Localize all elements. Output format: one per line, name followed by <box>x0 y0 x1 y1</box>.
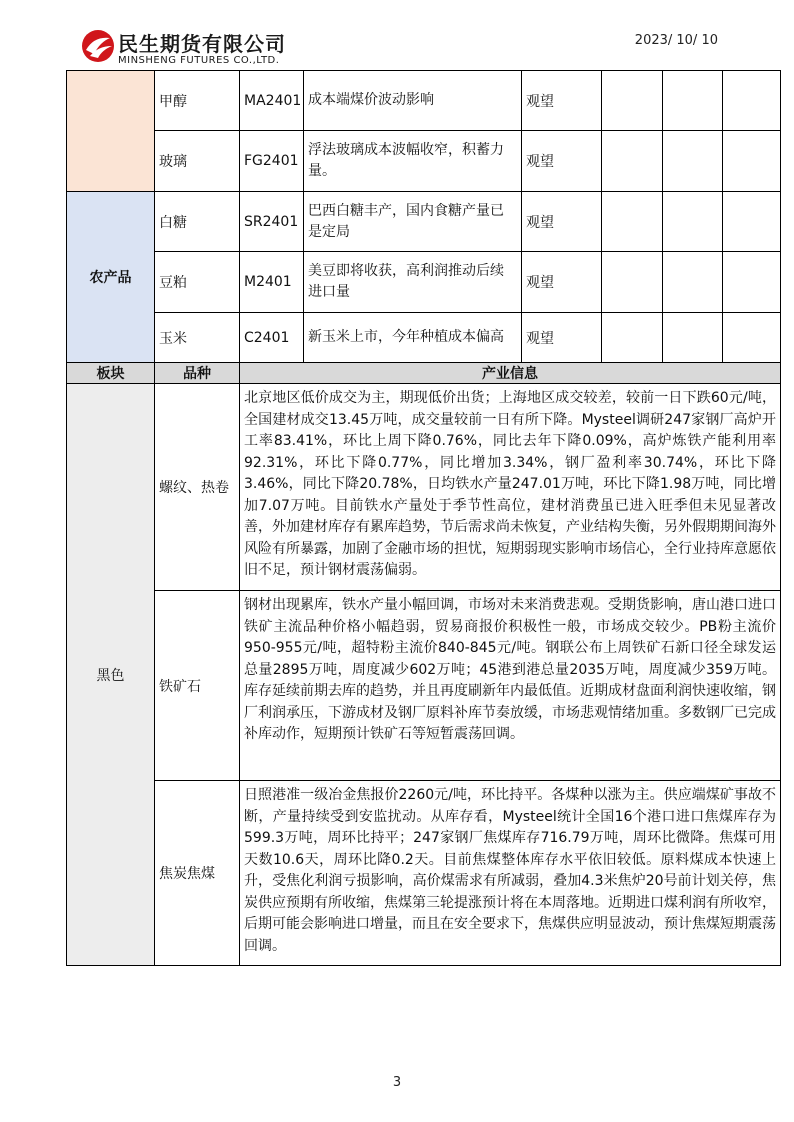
variety-name: 甲醇 <box>155 71 240 131</box>
table-row <box>67 781 781 966</box>
logo-english-name: MINSHENG FUTURES CO.,LTD. <box>118 55 280 66</box>
contract-code: C2401 <box>240 313 304 363</box>
contract-code: FG2401 <box>240 131 304 192</box>
empty-cell <box>723 313 781 363</box>
variety-name: 玉米 <box>155 313 240 363</box>
info-header-row <box>67 363 781 384</box>
sector-cell-energy <box>67 71 155 192</box>
empty-cell <box>663 252 723 313</box>
futures-table <box>66 70 781 966</box>
industry-info: 北京地区低价成交为主，期现低价出货；上海地区成交较差，较前一日下跌60元/吨，全国建材成交13.45万吨，成交量较前一日有所下降。Mysteel调研247家钢厂高炉开工率83.41%，环比上周下降0.76%，同比去年下降0.09%，高炉炼铁产能利用率92.31%，环比下降0.77%，同比增加3.34%，钢厂盈利率30.74%，环比下降3.46%，同比下降20.78%，日均铁水产量247.01万吨，环比下降1.98万吨，同比增加7.07万吨。目前铁水产量处于季节性高位，建材消费虽已进入旺季但未见显著改善，外加建材库存有累库趋势，节后需求尚未恢复，产业结构失衡，另外假期期间海外风险有所暴露，加剧了金融市场的担忧，短期弱现实影响市场信心，全行业持库意愿依旧不足，预计钢材震荡偏弱。 <box>240 384 781 591</box>
view-text: 观望 <box>522 71 602 131</box>
reason-text: 浮法玻璃成本波幅收窄，积蓄力量。 <box>304 131 522 192</box>
contract-code: MA2401 <box>240 71 304 131</box>
variety-name: 白糖 <box>155 192 240 252</box>
table-row <box>67 313 781 363</box>
table-row <box>67 192 781 252</box>
view-text: 观望 <box>522 192 602 252</box>
table-row <box>67 71 781 131</box>
sector-cell-agri: 农产品 <box>67 192 155 363</box>
industry-info: 日照港准一级冶金焦报价2260元/吨，环比持平。各煤种以涨为主。供应端煤矿事故不断，产量持续受到安监扰动。从库存看，Mysteel统计全国16个港口进口焦煤库存为599.3万吨，周环比持平；247家钢厂焦煤库存716.79万吨，周环比微降。焦煤可用天数10.6天，周环比降0.2天。目前焦煤整体库存水平依旧较低。原料煤成本快速上升，受焦化利润亏损影响，高价煤需求有所减弱，叠加4.3米焦炉20号前计划关停，焦炭供应预期有所收缩，焦煤第三轮提涨预计将在本周落地。近期进口煤利润有所收窄，后期可能会影响进口增量，而且在安全要求下，焦煤供应明显波动，预计焦煤短期震荡回调。 <box>240 781 781 966</box>
contract-code: SR2401 <box>240 192 304 252</box>
variety-name: 螺纹、热卷 <box>155 384 240 591</box>
header-info: 产业信息 <box>240 363 781 384</box>
empty-cell <box>602 192 663 252</box>
empty-cell <box>602 313 663 363</box>
empty-cell <box>602 71 663 131</box>
empty-cell <box>723 252 781 313</box>
table-row <box>67 384 781 591</box>
empty-cell <box>663 71 723 131</box>
sector-cell-black: 黑色 <box>67 384 155 966</box>
header-variety: 品种 <box>155 363 240 384</box>
table-row <box>67 131 781 192</box>
table-row <box>67 591 781 781</box>
company-logo <box>80 26 316 70</box>
header-sector: 板块 <box>67 363 155 384</box>
variety-name: 玻璃 <box>155 131 240 192</box>
empty-cell <box>663 313 723 363</box>
report-date: 2023/ 10/ 10 <box>634 33 718 48</box>
table-row <box>67 252 781 313</box>
reason-text: 成本端煤价波动影响 <box>304 71 522 131</box>
empty-cell <box>663 131 723 192</box>
contract-code: M2401 <box>240 252 304 313</box>
view-text: 观望 <box>522 252 602 313</box>
empty-cell <box>663 192 723 252</box>
industry-info: 钢材出现累库，铁水产量小幅回调，市场对未来消费悲观。受期货影响，唐山港口进口铁矿主流品种价格小幅趋弱，贸易商报价积极性一般，市场成交较少。PB粉主流价950-955元/吨，超特粉主流价840-845元/吨。钢联公布上周铁矿石新口径全球发运总量2895万吨，周度减少602万吨；45港到港总量2035万吨，周度减少359万吨。库存延续前期去库的趋势，并且再度刷新年内最低值。近期成材盘面利润快速收缩，钢厂利润承压，下游成材及钢厂原料补库节奏放缓，市场悲观情绪加重。多数钢厂已完成补库动作，短期预计铁矿石等短暂震荡回调。 <box>240 591 781 781</box>
page-number: 3 <box>392 1075 402 1090</box>
reason-text: 巴西白糖丰产，国内食糖产量已是定局 <box>304 192 522 252</box>
empty-cell <box>723 192 781 252</box>
view-text: 观望 <box>522 313 602 363</box>
empty-cell <box>602 131 663 192</box>
variety-name: 铁矿石 <box>155 591 240 781</box>
page-header <box>0 0 794 72</box>
empty-cell <box>723 131 781 192</box>
reason-text: 新玉米上市，今年种植成本偏高 <box>304 313 522 363</box>
view-text: 观望 <box>522 131 602 192</box>
variety-name: 焦炭焦煤 <box>155 781 240 966</box>
logo-chinese-name: 民生期货有限公司 <box>118 32 286 56</box>
empty-cell <box>602 252 663 313</box>
empty-cell <box>723 71 781 131</box>
reason-text: 美豆即将收获，高利润推动后续进口量 <box>304 252 522 313</box>
variety-name: 豆粕 <box>155 252 240 313</box>
minsheng-logo-icon <box>80 28 116 64</box>
